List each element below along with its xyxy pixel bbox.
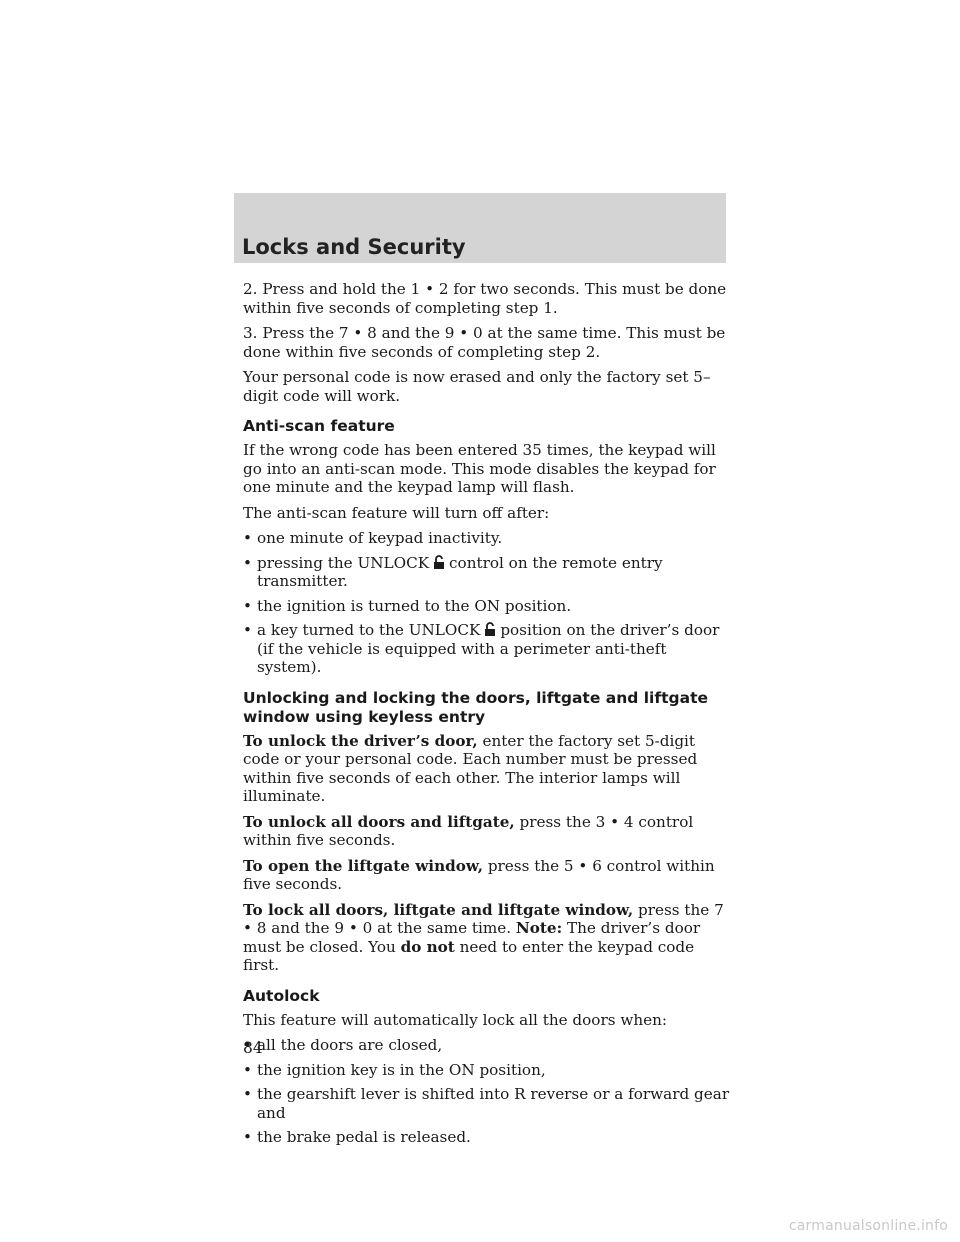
anti-scan-list [243, 529, 733, 677]
keyless-p2: To unlock all doors and liftgate, press the 3 • 4 control within five seconds. [243, 812, 694, 849]
list-item: • pressing the UNLOCK control on the remote entry transmitter. [243, 554, 733, 591]
list-item: • all the doors are closed, [243, 1036, 733, 1055]
keyless-p3: To open the liftgate window, press the 5 • 6 control within five seconds. [243, 856, 715, 893]
step-2: 2. Press and hold the 1 • 2 for two seconds. This must be done within five seconds of completing step 1. [243, 280, 727, 317]
anti-scan-para2: The anti-scan feature will turn off after: [243, 503, 550, 522]
list-item: • the brake pedal is released. [243, 1128, 733, 1147]
autolock-intro: This feature will automatically lock all the doors when: [243, 1010, 667, 1029]
list-item: • the ignition key is in the ON position, [243, 1061, 733, 1080]
list-item: • the ignition is turned to the ON position. [243, 597, 733, 616]
anti-scan-heading: Anti-scan feature [243, 417, 395, 435]
unlock-icon [482, 621, 498, 637]
autolock-heading: Autolock [243, 986, 320, 1005]
unlock-icon [431, 554, 447, 570]
step-3: 3. Press the 7 • 8 and the 9 • 0 at the same time. This must be done within five seconds of completing step 2. [243, 324, 726, 361]
anti-scan-para1: If the wrong code has been entered 35 times, the keypad will go into an anti-scan mode. This mode disables the keypad for one minute and the keypad lamp will flash. [243, 441, 716, 496]
page-content [243, 280, 733, 1154]
list-item: • a key turned to the UNLOCK position on the driver’s door (if the vehicle is equipped with a perimeter anti-theft system). [243, 621, 733, 677]
section-title: Locks and Security [242, 235, 466, 259]
section-header [234, 193, 726, 263]
keyless-p1: To unlock the driver’s door, enter the factory set 5-digit code or your personal code. Each number must be pressed within five seconds of each other. The interior lamps will illuminate. [243, 731, 698, 805]
page-number: 84 [243, 1039, 263, 1057]
watermark: carmanualsonline.info [788, 1218, 948, 1234]
erased-note: Your personal code is now erased and only the factory set 5–digit code will work. [243, 368, 711, 405]
list-item: • the gearshift lever is shifted into R reverse or a forward gear and [243, 1085, 733, 1122]
list-item: • one minute of keypad inactivity. [243, 529, 733, 548]
keyless-p4: To lock all doors, liftgate and liftgate window, press the 7 • 8 and the 9 • 0 at the same time. Note: The driver’s door must be closed. You do not need to enter the keypad code first. [243, 900, 724, 974]
autolock-list [243, 1036, 733, 1147]
keyless-heading: Unlocking and locking the doors, liftgate and liftgate window using keyless entry [243, 688, 708, 726]
